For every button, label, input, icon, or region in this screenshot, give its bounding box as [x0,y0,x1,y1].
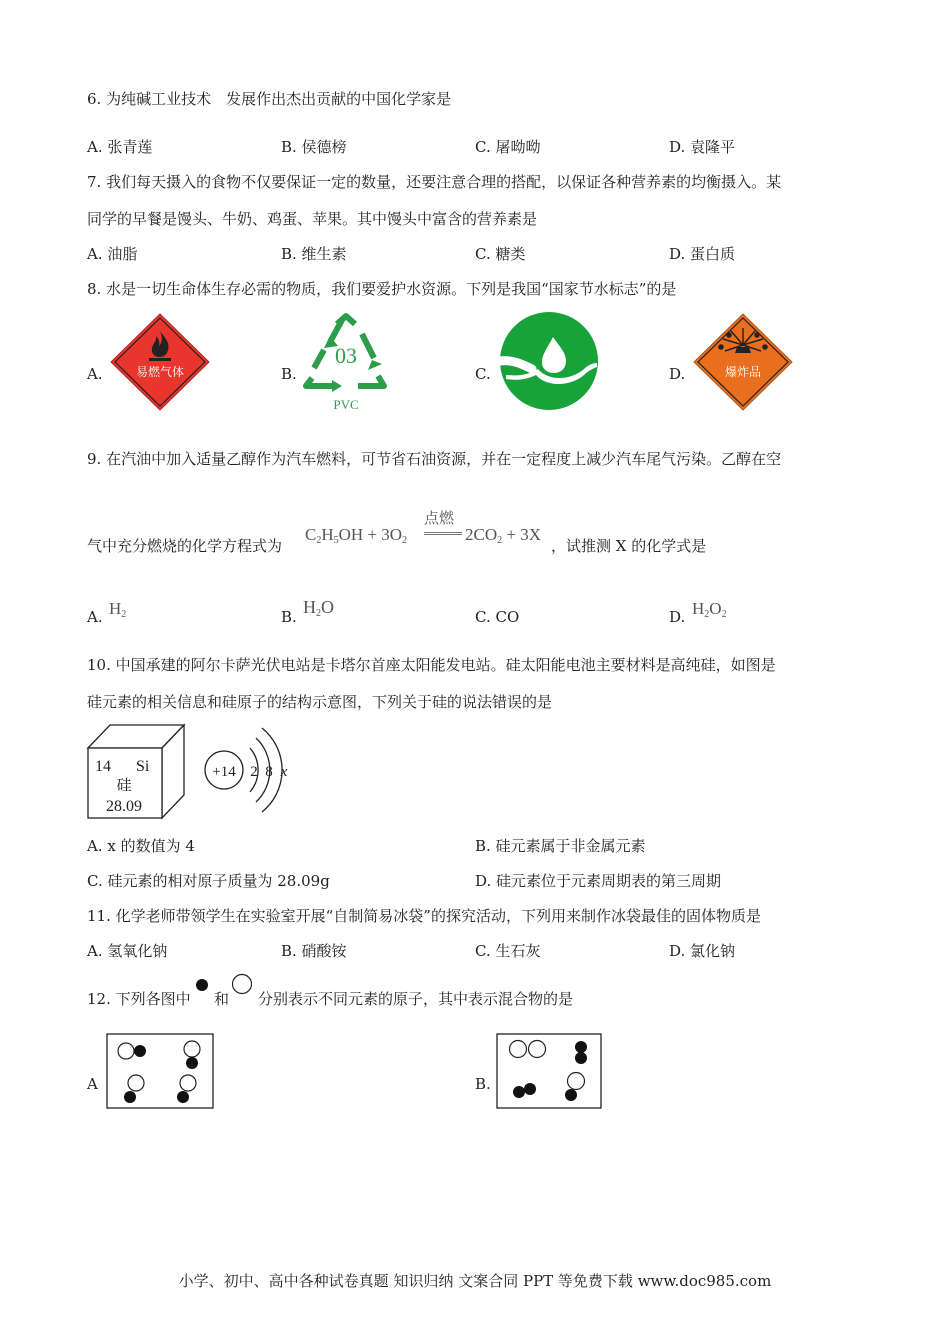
page-footer: 小学、初中、高中各种试卷真题 知识归纳 文案合同 PPT 等免费下载 www.doc985.com [178,1272,772,1290]
sign-b-text: PVC [333,397,359,412]
q8-label-d: D. [669,365,686,383]
q10-option-c: C. 硅元素的相对原子质量为 28.09g [87,872,330,890]
q7-stem-line2: 同学的早餐是馒头、牛奶、鸡蛋、苹果。其中馒头中富含的营养素是 [87,210,538,228]
silicon-element-card [86,723,186,820]
q9-label-d: D. [669,608,686,626]
reaction-condition: 点燃 [424,509,455,527]
nuclear-charge: +14 [212,764,236,780]
q12-stem-post: 分别表示不同元素的原子，其中表示混合物的是 [258,990,574,1008]
silicon-atom-diagram [202,722,294,818]
q8-label-a: A. [87,365,103,383]
q11-option-b: B. 硝酸铵 [281,942,347,960]
white-atom-icon [231,973,253,995]
q12-stem-mid: 和 [214,990,230,1008]
q6-option-a: A. 张青莲 [87,138,153,156]
q11-option-d: D. 氯化钠 [669,942,736,960]
q8-label-c: C. [475,365,491,383]
q7-option-b: B. 维生素 [281,245,347,263]
q8-stem: 8. 水是一切生命体生存必需的物质，我们要爱护水资源。下列是我国“国家节水标志”的是 [87,280,677,298]
q9-label-a: A. [87,608,103,626]
q6-stem: 6. 为纯碱工业技术 发展作出杰出贡献的中国化学家是 [87,90,452,108]
atomic-number: 14 [95,758,111,775]
q10-option-a: A. x 的数值为 4 [87,837,195,855]
q12-label-b: B. [475,1075,491,1093]
molecule-box-b [496,1033,602,1109]
water-saving-sign [498,311,600,411]
q7-option-a: A. 油脂 [87,245,138,263]
q7-stem-line1: 7. 我们每天摄入的食物不仅要保证一定的数量，还要注意合理的搭配，以保证各种营养素的均衡摄入。某 [87,173,782,191]
q12-stem-pre: 12. 下列各图中 [87,990,191,1008]
q10-stem-line2: 硅元素的相关信息和硅原子的结构示意图，下列关于硅的说法错误的是 [87,693,553,711]
shell-2-count: 8 [265,764,273,780]
flammable-gas-sign [110,313,210,411]
q9-stem-line2-post: ，试推测 X 的化学式是 [551,537,707,555]
recycle-pvc-sign [302,312,390,412]
black-atom-icon [195,978,209,992]
q9-stem-line2-pre: 气中充分燃烧的化学方程式为 [87,537,283,555]
q10-option-d: D. 硅元素位于元素周期表的第三周期 [475,872,722,890]
q9-stem-line1: 9. 在汽油中加入适量乙醇作为汽车燃料，可节省石油资源，并在一定程度上减少汽车尾气污染。乙醇在空 [87,450,782,468]
q6-option-b: B. 侯德榜 [281,138,347,156]
formula-h2o: $H_2O$ [303,597,334,619]
equation-products: $2CO_2 + 3X$ [465,525,541,546]
q12-label-a: A [87,1075,98,1093]
q11-option-c: C. 生石灰 [475,942,541,960]
element-symbol: Si [136,758,150,775]
atomic-mass: 28.09 [106,798,142,815]
formula-h2: $H_2$ [109,599,127,620]
q9-option-c: C. CO [475,608,520,626]
q11-stem: 11. 化学老师带领学生在实验室开展“自制简易冰袋”的探究活动，下列用来制作冰袋最佳的固体物质是 [87,907,761,925]
shell-3-count: x [280,764,288,780]
q7-option-d: D. 蛋白质 [669,245,736,263]
q8-label-b: B. [281,365,297,383]
q7-option-c: C. 糖类 [475,245,526,263]
sign-b-number: 03 [335,343,357,368]
sign-a-text: 易燃气体 [135,365,185,379]
molecule-box-a [106,1033,214,1109]
ethanol-combustion-equation: $C_2H_5OH + 3O_2$ [305,525,408,546]
element-name: 硅 [116,778,132,794]
formula-h2o2: $H_2O_2$ [692,599,727,620]
equation-double-line [424,532,462,535]
q6-option-c: C. 屠呦呦 [475,138,541,156]
q6-option-d: D. 袁隆平 [669,138,736,156]
explosive-sign [693,313,793,411]
q10-option-b: B. 硅元素属于非金属元素 [475,837,646,855]
q11-option-a: A. 氢氧化钠 [87,942,168,960]
sign-d-text: 爆炸品 [724,365,762,379]
q9-label-b: B. [281,608,297,626]
shell-1-count: 2 [250,764,258,780]
q10-stem-line1: 10. 中国承建的阿尔卡萨光伏电站是卡塔尔首座太阳能发电站。硅太阳能电池主要材料是高纯硅，如图是 [87,656,776,674]
